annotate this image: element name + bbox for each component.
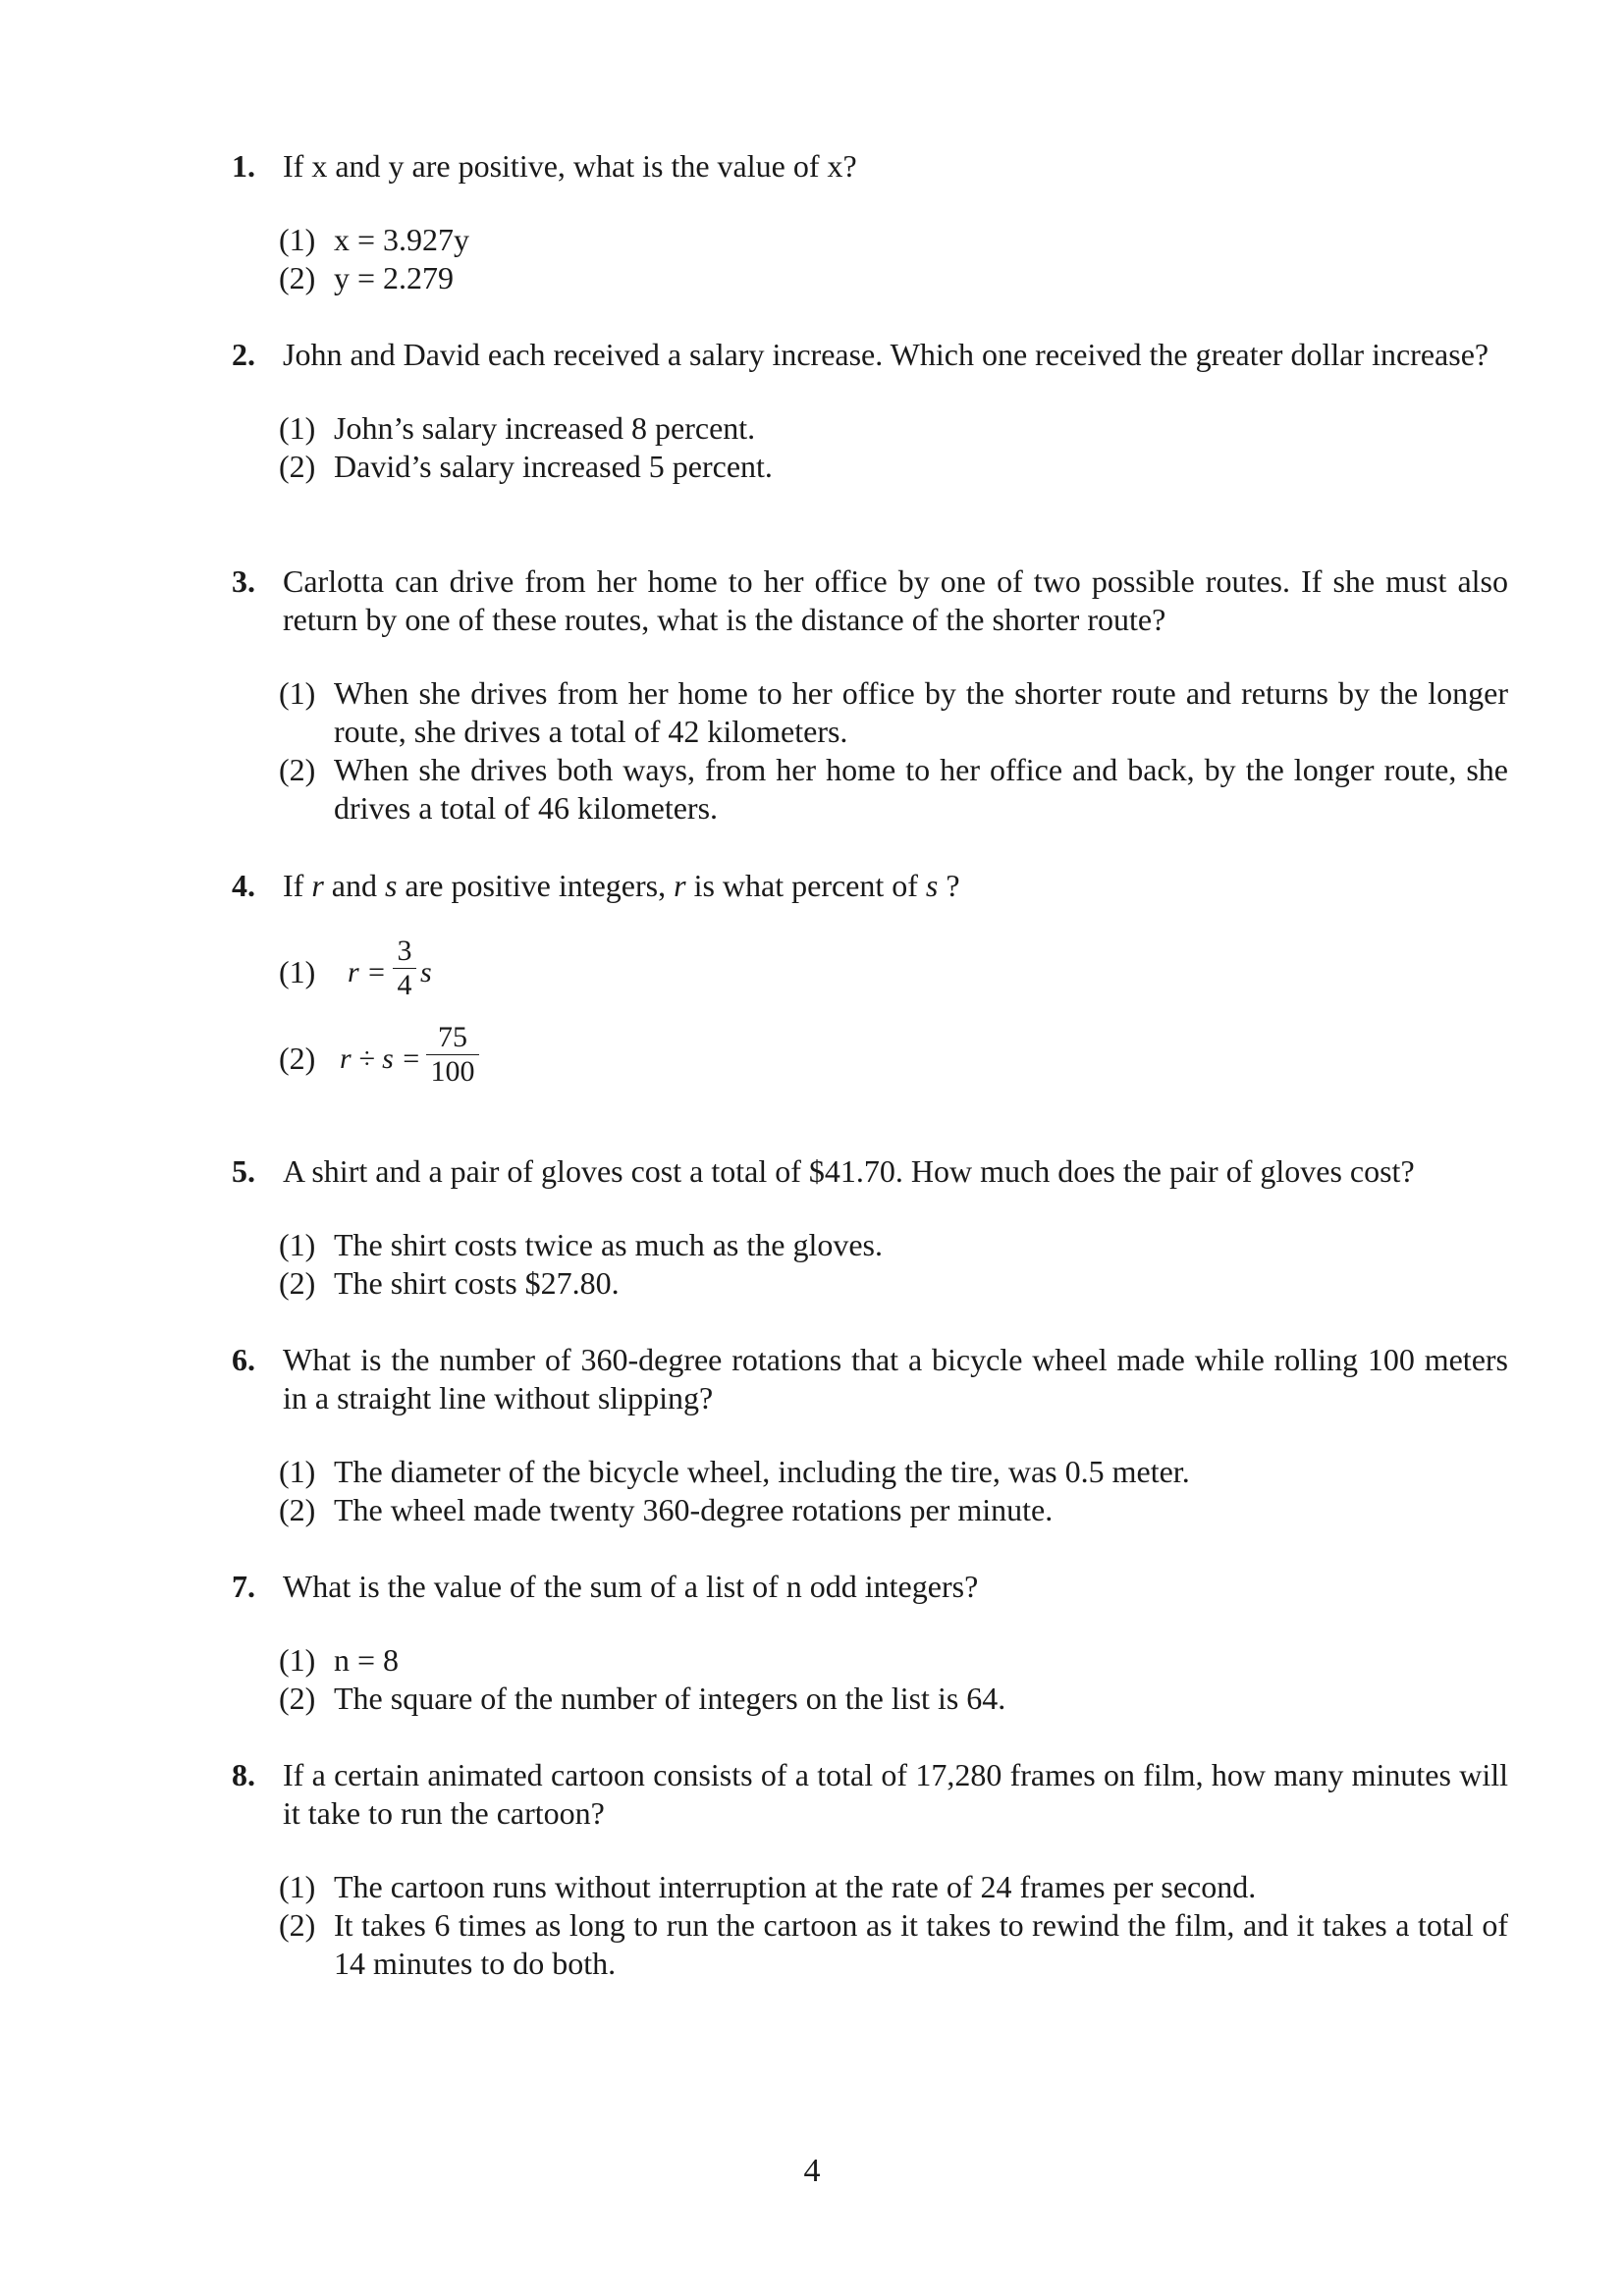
statement-text: When she drives both ways, from her home to her office and back, by the longer route, she drives a total of 46 kilometers. <box>334 752 1508 826</box>
fraction-numerator: 3 <box>397 934 412 967</box>
statements <box>279 1868 1508 1983</box>
statement-text: The wheel made twenty 360-degree rotations per minute. <box>334 1492 1054 1527</box>
statement-text: x = 3.927y <box>334 222 470 257</box>
statement-label: (2) <box>279 449 316 484</box>
fraction <box>426 1021 479 1089</box>
statement-2 <box>279 1491 1508 1529</box>
statement-text: It takes 6 times as long to run the cartoon as it takes to rewind the film, and it takes a total of 14 minutes to do both. <box>334 1907 1508 1981</box>
statement-text: The shirt costs $27.80. <box>334 1265 620 1301</box>
statement-label: (1) <box>279 410 316 446</box>
text-part: ? <box>938 868 960 903</box>
statement-1 <box>279 929 1508 1017</box>
question-4 <box>232 867 1508 1103</box>
fraction <box>393 934 416 1002</box>
statements <box>279 1226 1508 1303</box>
question-2 <box>232 336 1508 486</box>
statements <box>279 1641 1508 1718</box>
question-number: 2. <box>232 337 255 372</box>
statement-label: (2) <box>279 1681 316 1716</box>
statement-text: When she drives from her home to her office by the shorter route and returns by the longer route, she drives a total of 42 kilometers. <box>334 675 1508 749</box>
statement-2 <box>279 1680 1508 1718</box>
variable-r: r <box>311 868 324 903</box>
text-part: If <box>283 868 312 903</box>
statement-2 <box>279 1906 1508 1983</box>
text-part: is what percent of <box>685 868 926 903</box>
statement-label: (1) <box>279 954 316 989</box>
statement-text: n = 8 <box>334 1642 400 1678</box>
question-number: 7. <box>232 1569 255 1604</box>
statement-label: (2) <box>279 752 316 787</box>
statement-label: (2) <box>279 1041 316 1076</box>
statement-1 <box>279 674 1508 751</box>
question-text: What is the value of the sum of a list of n odd integers? <box>283 1569 979 1604</box>
statements <box>279 929 1508 1103</box>
statement-label: (2) <box>279 260 316 295</box>
page-number: 4 <box>803 2153 821 2189</box>
statement-1 <box>279 1453 1508 1491</box>
statement-label: (1) <box>279 1227 316 1262</box>
question-text: If a certain animated cartoon consists of a total of 17,280 frames on film, how many minutes will it take to run the cartoon? <box>283 1757 1508 1831</box>
question-text <box>283 867 1508 905</box>
equation-lhs: r ÷ s = <box>340 1042 421 1075</box>
question-text: John and David each received a salary increase. Which one received the greater dollar increase? <box>283 337 1489 372</box>
question-number: 1. <box>232 148 255 184</box>
fraction-numerator: 75 <box>438 1021 467 1053</box>
equation-rhs: s <box>420 956 432 988</box>
statement-1 <box>279 221 1508 259</box>
statements <box>279 409 1508 486</box>
question-text: If x and y are positive, what is the value of x? <box>283 148 857 184</box>
statement-text: John’s salary increased 8 percent. <box>334 410 756 446</box>
statement-label: (1) <box>279 1642 316 1678</box>
fraction-denominator: 100 <box>430 1055 475 1088</box>
question-6 <box>232 1341 1508 1529</box>
statement-1 <box>279 1226 1508 1264</box>
question-number: 3. <box>232 563 255 599</box>
statement-text: David’s salary increased 5 percent. <box>334 449 773 484</box>
question-number: 4. <box>232 868 255 903</box>
question-text: A shirt and a pair of gloves cost a total of $41.70. How much does the pair of gloves cost? <box>283 1153 1415 1189</box>
statement-2 <box>279 1264 1508 1303</box>
fraction-denominator: 4 <box>397 969 412 1001</box>
question-8 <box>232 1756 1508 1983</box>
statement-2 <box>279 259 1508 297</box>
statement-label: (1) <box>279 222 316 257</box>
text-part: and <box>323 868 385 903</box>
text-part: are positive integers, <box>397 868 675 903</box>
statement-1 <box>279 1868 1508 1906</box>
statement-text: y = 2.279 <box>334 260 455 295</box>
statement-label: (1) <box>279 1869 316 1904</box>
statement-2 <box>279 751 1508 828</box>
statement-1 <box>279 1641 1508 1680</box>
statement-label: (2) <box>279 1907 316 1943</box>
statement-1 <box>279 409 1508 448</box>
equation-lhs: r = <box>348 956 387 988</box>
question-number: 5. <box>232 1153 255 1189</box>
statement-label: (2) <box>279 1492 316 1527</box>
statements <box>279 1453 1508 1529</box>
statement-label: (1) <box>279 1454 316 1489</box>
variable-s: s <box>384 868 398 903</box>
question-3 <box>232 562 1508 828</box>
statement-label: (1) <box>279 675 316 711</box>
statement-text: The diameter of the bicycle wheel, including the tire, was 0.5 meter. <box>334 1454 1190 1489</box>
statement-2 <box>279 1015 1508 1103</box>
statement-text: The shirt costs twice as much as the gloves. <box>334 1227 883 1262</box>
question-text: What is the number of 360-degree rotations that a bicycle wheel made while rolling 100 meters in a straight line without slipping? <box>283 1342 1508 1415</box>
question-number: 6. <box>232 1342 255 1377</box>
question-text: Carlotta can drive from her home to her office by one of two possible routes. If she must also return by one of these routes, what is the distance of the shorter route? <box>283 563 1508 637</box>
statement-2 <box>279 448 1508 486</box>
statements <box>279 221 1508 297</box>
statement-label: (2) <box>279 1265 316 1301</box>
statements <box>279 674 1508 828</box>
variable-s: s <box>925 868 939 903</box>
variable-r: r <box>674 868 686 903</box>
statement-text: The square of the number of integers on the list is 64. <box>334 1681 1006 1716</box>
question-7 <box>232 1568 1508 1718</box>
question-1 <box>232 147 1508 297</box>
question-number: 8. <box>232 1757 255 1792</box>
statement-text: The cartoon runs without interruption at the rate of 24 frames per second. <box>334 1869 1257 1904</box>
question-5 <box>232 1152 1508 1303</box>
